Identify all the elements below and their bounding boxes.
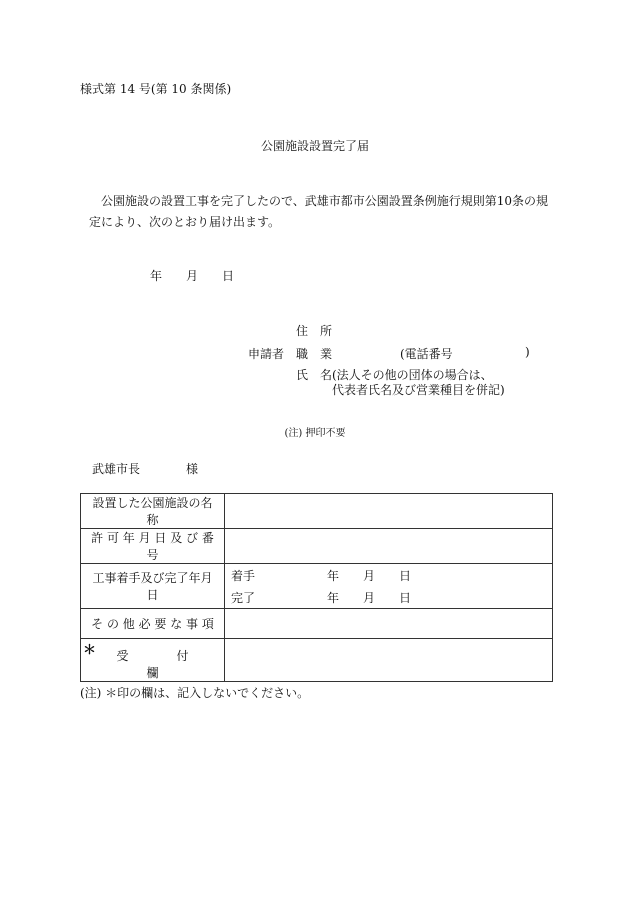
end-month-label: 月 [363,590,376,605]
facility-name-field[interactable] [225,494,553,529]
reception-field [225,639,553,682]
end-year-label: 年 [327,590,340,605]
construction-dates-label: 工事着手及び完了年月日 [81,564,225,609]
applicant-label: 申請者 [248,347,285,361]
reception-label-cell [81,639,237,682]
phone-label: (電話番号 [400,347,453,361]
end-day-label: 日 [399,590,412,605]
phone-close: ) [525,345,530,359]
occupation-label: 職 業 [296,347,333,361]
start-date-row [231,564,546,586]
recipient-suffix: 様 [186,462,199,476]
table-row [81,564,553,609]
body-text: 公園施設の設置工事を完了したので、武雄市都市公園設置条例施行規則第10条の規定により、次のとおり届け出ます。 [89,194,549,229]
form-number: 様式第 14 号(第 10 条関係) [80,82,232,96]
name-note-line2: 代表者氏名及び営業種目を併記) [332,383,505,397]
start-label: 着手 [231,568,256,583]
name-note-line1: (法人その他の団体の場合は、 [332,368,493,382]
other-matters-field[interactable] [225,609,553,639]
start-month-label: 月 [363,568,376,583]
start-year-label: 年 [327,568,340,583]
reception-label: 受 付 欄 [116,649,237,680]
date-day-label: 日 [222,269,235,283]
construction-dates-field[interactable] [225,564,553,609]
table-row [81,494,553,529]
other-matters-label: そ の 他 必 要 な 事 項 [81,609,225,639]
asterisk-mark: ＊ [83,643,97,658]
table-row [81,609,553,639]
name-label: 氏 名 [296,368,333,382]
end-date-row [231,586,546,608]
seal-note: (注) 押印不要 [284,428,346,439]
permit-date-number-label: 許 可 年 月 日 及 び 番 号 [81,529,225,564]
permit-date-number-field[interactable] [225,529,553,564]
document-title: 公園施設設置完了届 [260,139,369,153]
info-table [80,493,553,682]
end-label: 完了 [231,590,256,605]
table-row [81,529,553,564]
footnote: (注) ＊印の欄は、記入しないでください。 [80,686,310,700]
facility-name-label: 設置した公園施設の名称 [81,494,225,529]
table-row [81,639,553,682]
start-day-label: 日 [399,568,412,583]
date-month-label: 月 [186,269,199,283]
recipient-name: 武雄市長 [92,462,141,476]
address-label: 住 所 [296,324,333,338]
date-year-label: 年 [150,269,163,283]
